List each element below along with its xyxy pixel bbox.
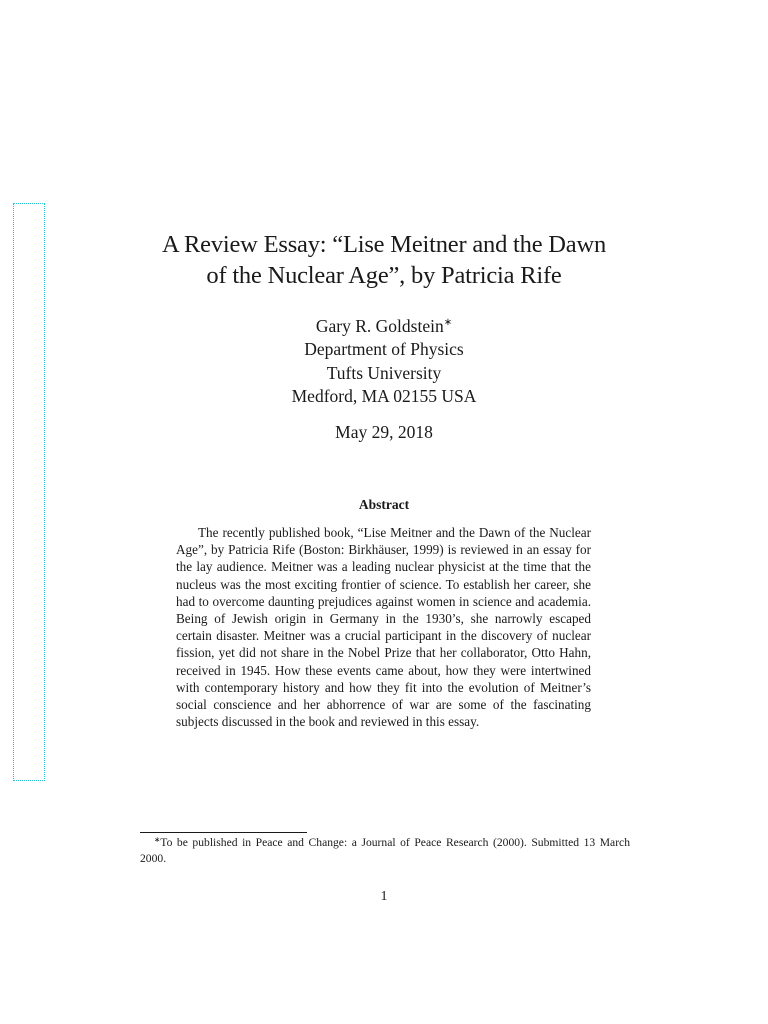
title-line-2: of the Nuclear Age”, by Patricia Rife bbox=[206, 262, 562, 289]
footnote bbox=[140, 835, 630, 866]
footnote-text: To be published in Peace and Change: a Journal of Peace Research (2000). Submitted 13 March 2000. bbox=[140, 836, 630, 865]
author-footnote-mark: ∗ bbox=[443, 317, 453, 328]
author-block bbox=[184, 315, 584, 408]
paper-title bbox=[120, 229, 648, 291]
author-name-text: Gary R. Goldstein bbox=[315, 316, 444, 336]
footnote-divider bbox=[140, 832, 307, 833]
author-name bbox=[184, 315, 584, 338]
footnote-mark: ∗ bbox=[154, 835, 161, 844]
paper-date: May 29, 2018 bbox=[335, 422, 433, 442]
author-department: Department of Physics bbox=[304, 339, 464, 360]
abstract-text: The recently published book, “Lise Meitner and the Dawn of the Nuclear Age”, by Patricia Rife (Boston: Birkhäuser, 1999) is reviewed in an essay for the lay audience. Meitner was a leading nuclear physicist at the time that the nucleus was the most exciting frontier of science. To establish her career, she had to overcome daunting prejudices against women in science and academia. Being of Jewish origin in Germany in the 1930’s, she narrowly escaped certain disaster. Meitner was a crucial participant in the discovery of nuclear fission, yet did not share in the Nobel Prize that her collaborator, Otto Hahn, received in 1945. How these events came about, how they were intertwined with contemporary history and how they fit into the evolution of Meitner’s social conscience and her abhorrence of war are some of the fascinating subjects discussed in the book and reviewed in this essay. bbox=[176, 525, 591, 730]
author-address: Medford, MA 02155 USA bbox=[291, 385, 477, 406]
margin-indicator-box bbox=[13, 203, 45, 781]
page-number: 1 bbox=[380, 889, 388, 904]
author-university: Tufts University bbox=[326, 362, 442, 383]
abstract-heading: Abstract bbox=[358, 497, 410, 512]
title-line-1: A Review Essay: “Lise Meitner and the Dawn bbox=[161, 231, 607, 258]
